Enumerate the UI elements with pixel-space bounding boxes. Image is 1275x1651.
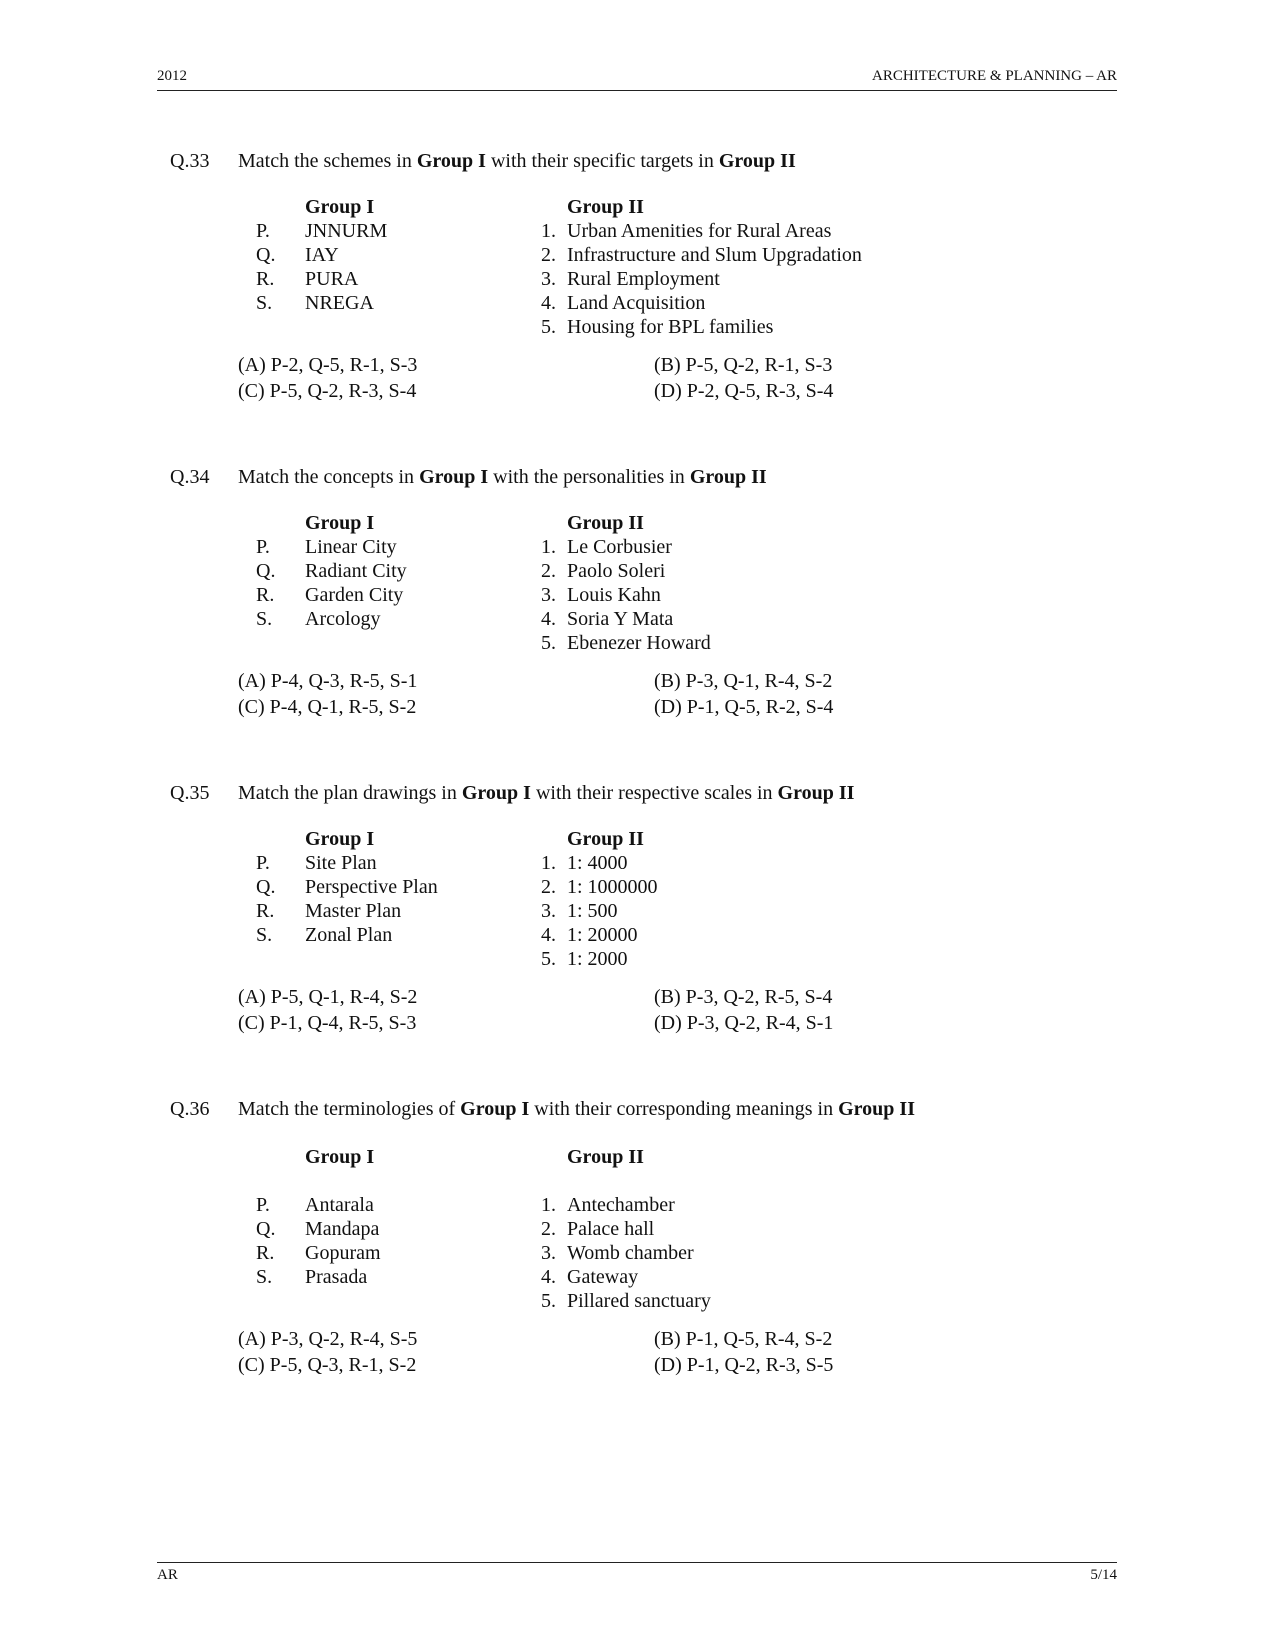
match-row: Q. IAY 2. Infrastructure and Slum Upgradation (256, 244, 862, 266)
option-b[interactable]: (B) P-5, Q-2, R-1, S-3 (654, 354, 833, 376)
question-text: Match the schemes in Group I with their specific targets in Group II (238, 150, 796, 172)
match-row: 5. 1: 2000 (541, 948, 628, 970)
match-row: S. Zonal Plan 4. 1: 20000 (256, 924, 638, 946)
option-a[interactable]: (A) P-3, Q-2, R-4, S-5 (238, 1328, 418, 1350)
question-text: Match the terminologies of Group I with their corresponding meanings in Group II (238, 1098, 915, 1120)
group-2-heading: Group II (567, 512, 644, 534)
option-a[interactable]: (A) P-4, Q-3, R-5, S-1 (238, 670, 418, 692)
option-d[interactable]: (D) P-1, Q-5, R-2, S-4 (654, 696, 834, 718)
match-row: P. Antarala 1. Antechamber (256, 1194, 675, 1216)
match-row: R. Gopuram 3. Womb chamber (256, 1242, 694, 1264)
option-b[interactable]: (B) P-3, Q-2, R-5, S-4 (654, 986, 833, 1008)
match-row: S. NREGA 4. Land Acquisition (256, 292, 706, 314)
question-number: Q.35 (170, 782, 210, 804)
question-number: Q.36 (170, 1098, 210, 1120)
option-d[interactable]: (D) P-3, Q-2, R-4, S-1 (654, 1012, 834, 1034)
group-1-heading: Group I (305, 1146, 375, 1168)
group-2-heading: Group II (567, 1146, 644, 1168)
question-text: Match the plan drawings in Group I with their respective scales in Group II (238, 782, 855, 804)
match-row: Q. Perspective Plan 2. 1: 1000000 (256, 876, 658, 898)
page-footer (157, 1567, 1117, 1584)
match-row: 5. Housing for BPL families (541, 316, 774, 338)
group-1-heading: Group I (305, 196, 375, 218)
question-stem (157, 1098, 1117, 1124)
question-stem (157, 466, 1117, 492)
match-row: P. Linear City 1. Le Corbusier (256, 536, 672, 558)
header-rule (157, 90, 1117, 91)
match-row: R. Master Plan 3. 1: 500 (256, 900, 618, 922)
footer-rule (157, 1562, 1117, 1563)
match-row: P. JNNURM 1. Urban Amenities for Rural Areas (256, 220, 832, 242)
match-row: 5. Pillared sanctuary (541, 1290, 711, 1312)
group-2-heading: Group II (567, 828, 644, 850)
page-number: 5/14 (1090, 1567, 1117, 1583)
question-stem (157, 782, 1117, 808)
header-year: 2012 (157, 68, 187, 84)
question-number: Q.34 (170, 466, 210, 488)
group-2-heading: Group II (567, 196, 644, 218)
question-text: Match the concepts in Group I with the personalities in Group II (238, 466, 767, 488)
group-1-heading: Group I (305, 512, 375, 534)
match-row: S. Arcology 4. Soria Y Mata (256, 608, 674, 630)
match-row: R. PURA 3. Rural Employment (256, 268, 720, 290)
header-subject: ARCHITECTURE & PLANNING – AR (871, 68, 1117, 84)
option-d[interactable]: (D) P-2, Q-5, R-3, S-4 (654, 380, 834, 402)
option-b[interactable]: (B) P-1, Q-5, R-4, S-2 (654, 1328, 833, 1350)
footer-code: AR (157, 1567, 178, 1583)
group-1-heading: Group I (305, 828, 375, 850)
match-row: R. Garden City 3. Louis Kahn (256, 584, 661, 606)
match-row: Q. Radiant City 2. Paolo Soleri (256, 560, 666, 582)
option-a[interactable]: (A) P-5, Q-1, R-4, S-2 (238, 986, 418, 1008)
option-c[interactable]: (C) P-1, Q-4, R-5, S-3 (238, 1012, 417, 1034)
question-stem (157, 150, 1117, 176)
option-c[interactable]: (C) P-4, Q-1, R-5, S-2 (238, 696, 417, 718)
match-row: Q. Mandapa 2. Palace hall (256, 1218, 655, 1240)
match-row: S. Prasada 4. Gateway (256, 1266, 639, 1288)
question-number: Q.33 (170, 150, 210, 172)
option-a[interactable]: (A) P-2, Q-5, R-1, S-3 (238, 354, 418, 376)
option-c[interactable]: (C) P-5, Q-2, R-3, S-4 (238, 380, 417, 402)
option-c[interactable]: (C) P-5, Q-3, R-1, S-2 (238, 1354, 417, 1376)
page-header (157, 68, 1117, 85)
option-d[interactable]: (D) P-1, Q-2, R-3, S-5 (654, 1354, 834, 1376)
match-row: 5. Ebenezer Howard (541, 632, 711, 654)
option-b[interactable]: (B) P-3, Q-1, R-4, S-2 (654, 670, 833, 692)
match-row: P. Site Plan 1. 1: 4000 (256, 852, 628, 874)
